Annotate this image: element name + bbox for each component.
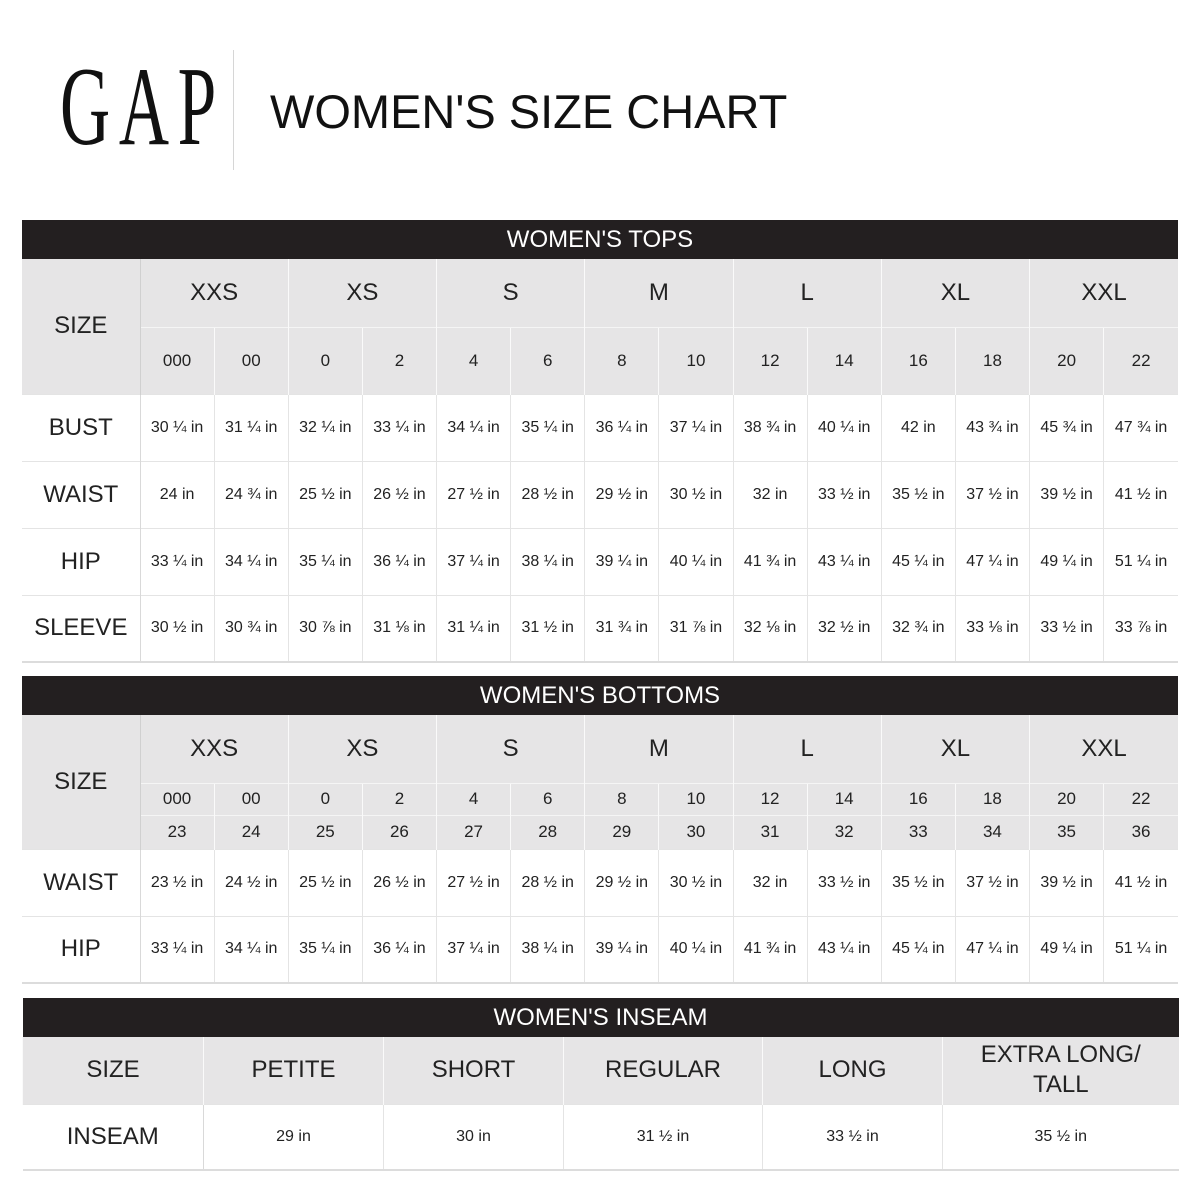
bottoms-waist-size: 34 (955, 815, 1029, 849)
inseam-header-extra-long-tall: EXTRA LONG/ TALL (943, 1037, 1179, 1104)
measurement-cell: 39 ½ in (1030, 461, 1104, 528)
measurement-cell: 27 ½ in (437, 461, 511, 528)
inseam-header-row (23, 1037, 1179, 1104)
measurement-cell: 30 ½ in (659, 461, 733, 528)
measurement-cell: 47 ¾ in (1104, 394, 1178, 461)
tops-numeric-size-row (22, 327, 1178, 394)
tops-group-xxl: XXL (1030, 259, 1178, 327)
measurement-cell: 30 ¾ in (214, 595, 288, 662)
tops-numeric-size: 18 (955, 327, 1029, 394)
row-label: INSEAM (23, 1104, 204, 1170)
measurement-cell: 45 ¼ in (881, 916, 955, 983)
bottoms-size-label: SIZE (22, 715, 140, 849)
measurement-cell: 25 ½ in (288, 461, 362, 528)
row-label: BUST (22, 394, 140, 461)
bottoms-numeric-size-row (22, 783, 1178, 815)
measurement-cell: 51 ¼ in (1104, 528, 1178, 595)
measurement-cell: 39 ¼ in (585, 916, 659, 983)
bottoms-waist-size: 30 (659, 815, 733, 849)
measurement-cell: 31 ¾ in (585, 595, 659, 662)
row-label: WAIST (22, 849, 140, 916)
measurement-cell: 47 ¼ in (955, 528, 1029, 595)
measurement-cell: 33 ¼ in (140, 528, 214, 595)
measurement-cell: 39 ¼ in (585, 528, 659, 595)
tops-group-s: S (437, 259, 585, 327)
measurement-cell: 29 ½ in (585, 461, 659, 528)
bottoms-numeric-size: 12 (733, 783, 807, 815)
measurement-cell: 38 ¾ in (733, 394, 807, 461)
measurement-cell: 42 in (881, 394, 955, 461)
bottoms-waist-size: 26 (362, 815, 436, 849)
measurement-cell: 51 ¼ in (1104, 916, 1178, 983)
inseam-header-long: LONG (763, 1037, 943, 1104)
measurement-cell: 24 in (140, 461, 214, 528)
measurement-cell: 41 ½ in (1104, 849, 1178, 916)
tops-numeric-size: 2 (362, 327, 436, 394)
measurement-cell: 43 ¼ in (807, 916, 881, 983)
tops-numeric-size: 14 (807, 327, 881, 394)
measurement-cell: 36 ¼ in (362, 528, 436, 595)
bottoms-numeric-size: 000 (140, 783, 214, 815)
measurement-cell: 32 ½ in (807, 595, 881, 662)
tops-group-xs: XS (288, 259, 436, 327)
measurement-cell: 47 ¼ in (955, 916, 1029, 983)
measurement-cell: 33 ½ in (807, 849, 881, 916)
row-label: WAIST (22, 461, 140, 528)
bottoms-row-hip (22, 916, 1178, 983)
bottoms-group-s: S (437, 715, 585, 783)
bottoms-group-m: M (585, 715, 733, 783)
inseam-cell-petite: 29 in (204, 1104, 384, 1170)
measurement-cell: 31 ⅞ in (659, 595, 733, 662)
bottoms-numeric-size: 10 (659, 783, 733, 815)
page-title: WOMEN'S SIZE CHART (270, 85, 788, 138)
tops-group-m: M (585, 259, 733, 327)
measurement-cell: 35 ¼ in (511, 394, 585, 461)
measurement-cell: 45 ¾ in (1030, 394, 1104, 461)
bottoms-numeric-size: 6 (511, 783, 585, 815)
bottoms-numeric-size: 00 (214, 783, 288, 815)
bottoms-numeric-size: 14 (807, 783, 881, 815)
bottoms-table (22, 676, 1178, 984)
measurement-cell: 38 ¼ in (511, 916, 585, 983)
measurement-cell: 37 ¼ in (437, 916, 511, 983)
measurement-cell: 29 ½ in (585, 849, 659, 916)
tops-numeric-size: 6 (511, 327, 585, 394)
bottoms-numeric-size: 20 (1030, 783, 1104, 815)
measurement-cell: 35 ½ in (881, 461, 955, 528)
measurement-cell: 32 in (733, 849, 807, 916)
tops-group-xl: XL (881, 259, 1029, 327)
bottoms-waist-size: 36 (1104, 815, 1178, 849)
bottoms-numeric-size: 18 (955, 783, 1029, 815)
tops-numeric-size: 10 (659, 327, 733, 394)
measurement-cell: 43 ¾ in (955, 394, 1029, 461)
bottoms-numeric-size: 22 (1104, 783, 1178, 815)
measurement-cell: 41 ½ in (1104, 461, 1178, 528)
measurement-cell: 32 ¼ in (288, 394, 362, 461)
measurement-cell: 24 ¾ in (214, 461, 288, 528)
bottoms-numeric-size: 0 (288, 783, 362, 815)
measurement-cell: 33 ½ in (1030, 595, 1104, 662)
bottoms-waist-size: 24 (214, 815, 288, 849)
bottoms-group-row (22, 715, 1178, 783)
tops-numeric-size: 000 (140, 327, 214, 394)
measurement-cell: 31 ⅛ in (362, 595, 436, 662)
inseam-cell-extra-long-tall: 35 ½ in (943, 1104, 1179, 1170)
inseam-row (23, 1104, 1179, 1170)
measurement-cell: 33 ⅞ in (1104, 595, 1178, 662)
header (0, 0, 1200, 220)
bottoms-numeric-size: 4 (437, 783, 511, 815)
tops-row-sleeve (22, 595, 1178, 662)
tops-table (22, 220, 1178, 663)
measurement-cell: 40 ¼ in (807, 394, 881, 461)
tops-numeric-size: 8 (585, 327, 659, 394)
bottoms-group-xxl: XXL (1030, 715, 1179, 783)
tops-banner: WOMEN'S TOPS (22, 220, 1178, 259)
measurement-cell: 40 ¼ in (659, 528, 733, 595)
tops-numeric-size: 20 (1030, 327, 1104, 394)
measurement-cell: 27 ½ in (437, 849, 511, 916)
measurement-cell: 37 ½ in (955, 849, 1029, 916)
tops-group-row (22, 259, 1178, 327)
bottoms-numeric-size: 16 (881, 783, 955, 815)
measurement-cell: 38 ¼ in (511, 528, 585, 595)
measurement-cell: 34 ¼ in (214, 528, 288, 595)
tops-size-label: SIZE (22, 259, 140, 394)
measurement-cell: 40 ¼ in (659, 916, 733, 983)
measurement-cell: 45 ¼ in (881, 528, 955, 595)
row-label: SLEEVE (22, 595, 140, 662)
tops-row-hip (22, 528, 1178, 595)
header-divider (233, 50, 234, 170)
tops-numeric-size: 12 (733, 327, 807, 394)
bottoms-waist-size: 32 (807, 815, 881, 849)
inseam-cell-long: 33 ½ in (763, 1104, 943, 1170)
bottoms-waist-size: 25 (288, 815, 362, 849)
tops-group-l: L (733, 259, 881, 327)
measurement-cell: 30 ½ in (659, 849, 733, 916)
measurement-cell: 26 ½ in (362, 849, 436, 916)
tops-numeric-size: 0 (288, 327, 362, 394)
inseam-header-petite: PETITE (204, 1037, 384, 1104)
measurement-cell: 23 ½ in (140, 849, 214, 916)
row-label: HIP (22, 916, 140, 983)
inseam-cell-short: 30 in (384, 1104, 564, 1170)
inseam-cell-regular: 31 ½ in (564, 1104, 763, 1170)
measurement-cell: 30 ½ in (140, 595, 214, 662)
measurement-cell: 37 ¼ in (659, 394, 733, 461)
measurement-cell: 33 ½ in (807, 461, 881, 528)
bottoms-banner: WOMEN'S BOTTOMS (22, 676, 1178, 715)
bottoms-waist-size: 31 (733, 815, 807, 849)
bottoms-group-xs: XS (288, 715, 436, 783)
measurement-cell: 25 ½ in (288, 849, 362, 916)
measurement-cell: 39 ½ in (1030, 849, 1104, 916)
bottoms-group-xl: XL (881, 715, 1029, 783)
measurement-cell: 37 ½ in (955, 461, 1029, 528)
measurement-cell: 41 ¾ in (733, 916, 807, 983)
measurement-cell: 33 ¼ in (140, 916, 214, 983)
measurement-cell: 30 ¼ in (140, 394, 214, 461)
measurement-cell: 32 ¾ in (881, 595, 955, 662)
bottoms-waist-size: 33 (881, 815, 955, 849)
tops-numeric-size: 00 (214, 327, 288, 394)
inseam-banner: WOMEN'S INSEAM (23, 998, 1179, 1037)
bottoms-numeric-size: 8 (585, 783, 659, 815)
inseam-header-size: SIZE (23, 1037, 204, 1104)
measurement-cell: 32 in (733, 461, 807, 528)
bottoms-numeric-size: 2 (362, 783, 436, 815)
measurement-cell: 41 ¾ in (733, 528, 807, 595)
row-label: HIP (22, 528, 140, 595)
measurement-cell: 36 ¼ in (362, 916, 436, 983)
measurement-cell: 35 ¼ in (288, 528, 362, 595)
measurement-cell: 49 ¼ in (1030, 916, 1104, 983)
inseam-header-short: SHORT (384, 1037, 564, 1104)
measurement-cell: 28 ½ in (511, 461, 585, 528)
measurement-cell: 35 ½ in (881, 849, 955, 916)
measurement-cell: 30 ⅞ in (288, 595, 362, 662)
bottoms-group-xxs: XXS (140, 715, 288, 783)
measurement-cell: 33 ¼ in (362, 394, 436, 461)
measurement-cell: 34 ¼ in (214, 916, 288, 983)
measurement-cell: 37 ¼ in (437, 528, 511, 595)
tops-numeric-size: 16 (881, 327, 955, 394)
bottoms-group-l: L (733, 715, 881, 783)
tops-numeric-size: 22 (1104, 327, 1178, 394)
tops-row-bust (22, 394, 1178, 461)
measurement-cell: 49 ¼ in (1030, 528, 1104, 595)
measurement-cell: 33 ⅛ in (955, 595, 1029, 662)
tops-row-waist (22, 461, 1178, 528)
measurement-cell: 28 ½ in (511, 849, 585, 916)
measurement-cell: 31 ¼ in (437, 595, 511, 662)
bottoms-waist-size: 35 (1030, 815, 1104, 849)
measurement-cell: 34 ¼ in (437, 394, 511, 461)
measurement-cell: 36 ¼ in (585, 394, 659, 461)
measurement-cell: 35 ¼ in (288, 916, 362, 983)
bottoms-row-waist (22, 849, 1178, 916)
inseam-header-regular: REGULAR (564, 1037, 763, 1104)
gap-logo: GAP (60, 45, 225, 169)
measurement-cell: 31 ½ in (511, 595, 585, 662)
inseam-table (22, 998, 1179, 1171)
measurement-cell: 43 ¼ in (807, 528, 881, 595)
bottoms-waist-size: 23 (140, 815, 214, 849)
measurement-cell: 32 ⅛ in (733, 595, 807, 662)
bottoms-waist-size-row (22, 815, 1178, 849)
measurement-cell: 24 ½ in (214, 849, 288, 916)
tops-numeric-size: 4 (437, 327, 511, 394)
tops-group-xxs: XXS (140, 259, 288, 327)
measurement-cell: 26 ½ in (362, 461, 436, 528)
bottoms-waist-size: 29 (585, 815, 659, 849)
bottoms-waist-size: 27 (437, 815, 511, 849)
measurement-cell: 31 ¼ in (214, 394, 288, 461)
bottoms-waist-size: 28 (511, 815, 585, 849)
